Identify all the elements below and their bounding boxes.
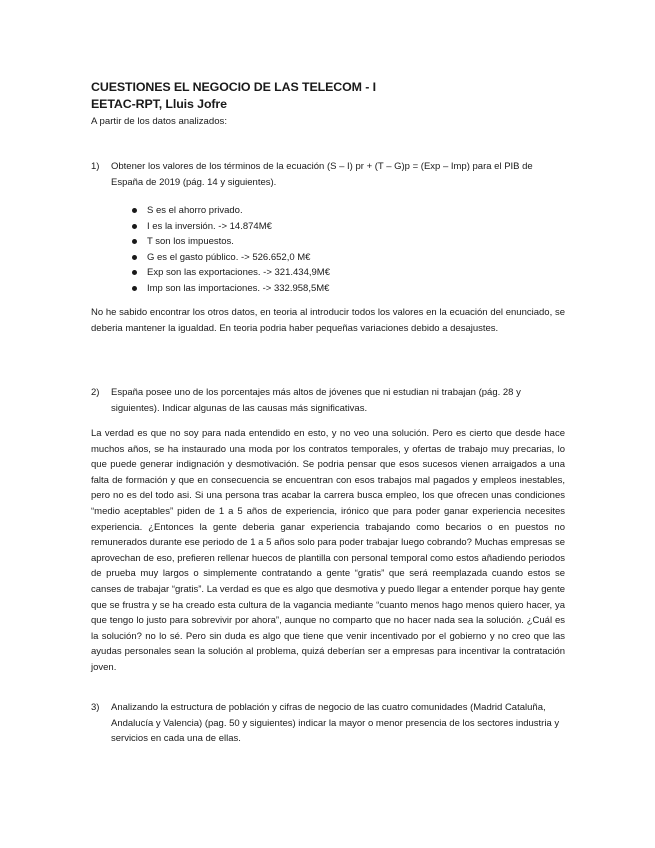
- question-text: Obtener los valores de los términos de la ecuación (S – I) pr + (T – G)p = (Exp – Imp) para el PIB de España de 2019 (pág. 14 y siguientes).: [111, 161, 533, 188]
- answer-1: No he sabido encontrar los otros datos, en teoria al introducir todos los valores en la ecuación del enunciado, se deberia mantener la igualdad. En teoria podria haber pequeñas variaciones debido a desajustes.: [91, 307, 565, 334]
- bullet-icon: [132, 224, 137, 229]
- document-subtitle: EETAC-RPT, Lluis Jofre: [91, 97, 227, 111]
- list-item-text: Imp son las importaciones. -> 332.958,5M€: [147, 282, 330, 294]
- bullet-icon: [132, 270, 137, 275]
- question-text: España posee uno de los porcentajes más altos de jóvenes que ni estudian ni trabajan (pág. 28 y siguientes). Indicar algunas de las causas más significativas.: [111, 387, 521, 414]
- bullet-icon: [132, 255, 137, 260]
- list-item: [132, 265, 330, 281]
- question-number: 3): [91, 702, 100, 713]
- question-3: [91, 700, 565, 747]
- intro-text: A partir de los datos analizados:: [91, 116, 227, 127]
- list-item: [132, 281, 330, 297]
- list-item-text: G es el gasto público. -> 526.652,0 M€: [147, 251, 311, 263]
- list-item: [132, 219, 330, 235]
- list-item: [132, 250, 330, 266]
- question-number: 2): [91, 387, 100, 398]
- question-number: 1): [91, 161, 100, 172]
- answer-2: La verdad es que no soy para nada entendido en esto, y no veo una solución. Pero es cierto que desde hace muchos años, se ha instaurado una moda por los contratos temporales, y ofertas de trabajo muy precarias, lo que puede generar indignación y desmotivación. Se podria pensar que esos sucesos vienen arraigados a una falta de formación y que en consecuencia se encuentran con esos trabajos mal pagados y empleos inestables, pero no es del todo asi. Si una persona tras acabar la carrera busca empleo, los que ofrecen unas condiciones “medio aceptables” piden de 1 a 5 años de experiencia, irónico que para poder ganar experiencia necesites experiencia. ¿Entonces la gente deberia ganar experiencia trabajando como becarios o en puestos no remunerados durante ese periodo de 1 a 5 años solo para poder trabajar luego cobrando? Muchas empresas se aprovechan de eso, prefieren rellenar huecos de plantilla con personal temporal como estos añadiendo periodos de prueba muy largos o simplemente contratando a gente “gratis” que será reemplazada cuando estos se canses de trabajar “gratis”. La verdad es que es algo que desmotiva y puedo llegar a entender porque hay gente que se frustra y se ha creado esta cultura de la vagancia mediante “cuanto menos hago menos quiero hacer, ya que tengo lo justo para sobrevivir por ahora”, aunque no comparto que no hacer nada sea la solución. ¿Cuál es la solución? no lo sé. Pero sin duda es algo que tiene que venir incentivado por el gobierno y no creo que las ayudas personales sean la solución al problema, quizá deberían ser a empresas para incentivar la contratación joven.: [91, 428, 565, 673]
- list-item: [132, 203, 330, 219]
- bullet-icon: [132, 239, 137, 244]
- list-item-text: S es el ahorro privado.: [147, 205, 243, 216]
- question-2: [91, 385, 565, 416]
- question-1: [91, 159, 565, 190]
- question-text: Analizando la estructura de población y cifras de negocio de las cuatro comunidades (Madrid Cataluña, Andalucía y Valencia) (pag. 50 y siguientes) indicar la mayor o menor presencia de los sectores industria y servicios en cada una de ellas.: [111, 702, 560, 745]
- bullet-list: [132, 203, 330, 297]
- list-item-text: T son los impuestos.: [147, 236, 234, 248]
- list-item-text: Exp son las exportaciones. -> 321.434,9M€: [147, 267, 330, 279]
- list-item: [132, 234, 330, 250]
- document-title: CUESTIONES EL NEGOCIO DE LAS TELECOM - I: [91, 80, 376, 94]
- list-item-text: I es la inversión. -> 14.874M€: [147, 220, 272, 232]
- bullet-icon: [132, 208, 137, 213]
- bullet-icon: [132, 286, 137, 291]
